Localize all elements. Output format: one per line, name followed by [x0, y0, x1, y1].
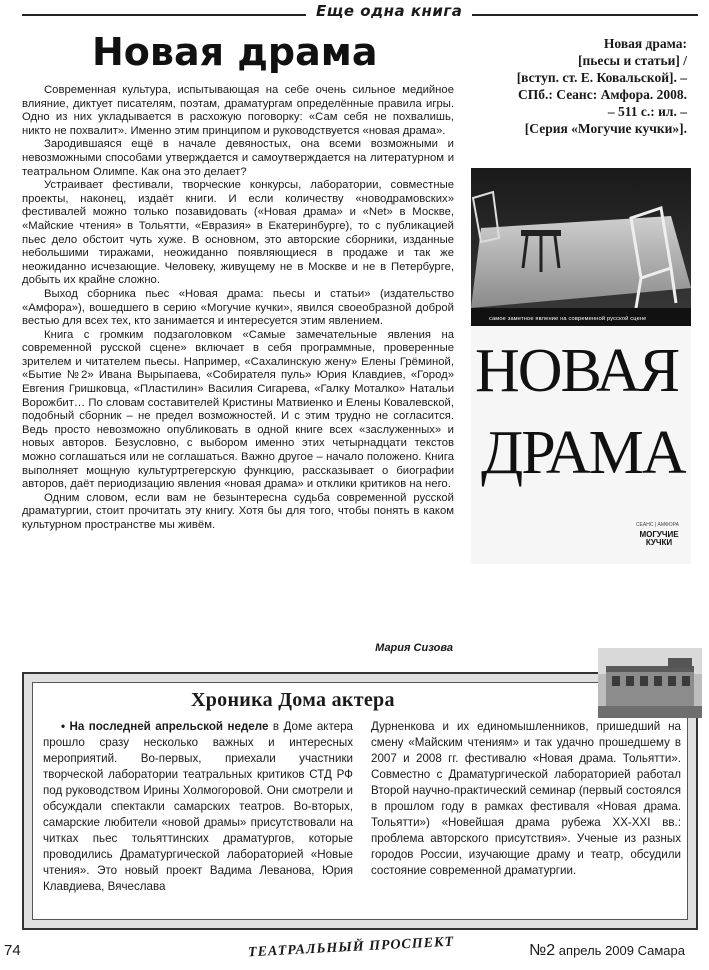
stage-chairs-photo [471, 168, 691, 326]
article-paragraph: Книга с громким подзаголовком «Самые замечательные явления на современной русской сцене» включает в себя программные, проверенные зрителем и читателем пьесы. Например, «Сахалинскую жену» Елены Грёминой, «Бытие №2» Ивана Вырыпаева, «Собирателя пуль» Юрия Клавдиев, «Город» Евгения Гришковца, «Пластилин» Василия Сигарева, «Галку Моталко» Натальи Ворожбит… По словам составителей Кристины Матвиенко и Елены Ковалевской, подобный сборник – не предел возможностей. И с этим трудно не согласится. Ведь просто невозможно опубликовать в одной книге всех «заслуженных» и новых авторов. Безусловно, с выбором именно этих четырнадцати текстов можно соглашаться или не соглашаться. Важно другое – начало положено. Книга выполняет мощную культуртрегерскую функцию, рассказывает о биографии авторов, даёт периодизацию явления «новая драма» и отклики критиков на него. [22, 328, 454, 491]
cover-publisher: СЕАНС | АМФОРА [635, 522, 679, 528]
rubric-bar [22, 3, 698, 25]
article-body [22, 84, 454, 533]
issue-date-city: апрель 2009 Самара [555, 943, 685, 958]
chronicle-title: Хроника Дома актера [191, 689, 395, 711]
bibliography-block [477, 35, 687, 137]
rubric-label: Еще одна книга [306, 2, 472, 20]
chronicle-column-left [43, 719, 353, 895]
bibliography-line: Новая драма: [603, 36, 687, 51]
bibliography-line: [Серия «Могучие кучки»]. [524, 121, 687, 136]
chronicle-right-text: Дурненкова и их единомышленников, пришедший на смену «Майским чтениям» и так удачно прошедшему в 2007 и 2008 гг. фестивалю «Новая драма. Тольятти». Совместно с Драматургической лабораторией работал Второй научно-практический семинар (первый состоялся в прошлом году в рамках фестиваля «Новая драма. Тольятти») «Новейшая драма рубежа XX-XXI вв.: проблема авторского присутствия». Ученые из разных городов России, изучающие драму и театр, обсудили состояние современной драматургии. [371, 720, 681, 877]
article-paragraph: Современная культура, испытывающая на себе очень сильное медийное влияние, диктует писателям, поэтам, драматургам определённые правила игры. Одно из них укладывается в расхожую поговорку: «Сам себя не похвалишь, никто не похвалит». Именно этим принципом и руководствуется «новая драма». [22, 84, 454, 137]
chronicle-lead: • На последней апрельской неделе [61, 720, 269, 733]
chronicle-section [22, 672, 698, 930]
bibliography-line: [вступ. ст. Е. Ковальской]. – [516, 70, 687, 85]
theatre-building-photo [598, 648, 702, 718]
bibliography-line: – 511 с.: ил. – [607, 104, 687, 119]
series-logo-line2: КУЧКИ [645, 538, 673, 547]
cover-title-line2: ДРАМА [481, 419, 685, 487]
chronicle-column-right [371, 719, 681, 879]
issue-number: №2 [529, 942, 556, 959]
article-paragraph: Зародившаяся ещё в начале девяностых, она всеми возможными и невозможными способами утверждается и самоутверждается на литературном и театральном Олимпе. Как она это делает? [22, 138, 454, 178]
cover-tagline: самое заметное явление на современной русской сцене [489, 316, 647, 322]
page-number: 74 [4, 942, 21, 959]
chronicle-paragraph [43, 719, 353, 895]
article-headline: Новая драма [92, 30, 378, 74]
author-signature: Мария Сизова [375, 642, 453, 654]
series-logo-line1: МОГУЧИЕ [639, 530, 679, 539]
page-footer [0, 934, 709, 970]
bibliography-line: [пьесы и статьи] / [578, 53, 687, 68]
issue-info [529, 942, 685, 960]
cover-title-line1: НОВАЯ [475, 337, 679, 405]
article-paragraph: Одним словом, если вам не безынтересна судьба современной русской драматургии, стоит прочитать эту книгу. Хотя бы для того, чтобы понять в каком культурном пространстве мы живём. [22, 491, 454, 531]
bibliography-line: СПб.: Сеанс: Амфора. 2008. [518, 87, 687, 102]
chronicle-frame [32, 682, 688, 920]
article-paragraph: Устраивает фестивали, творческие конкурсы, лаборатории, совместные проекты, наконец, издаёт книги. И если количеству «новодрамовских» фестивалей можно только позавидовать («Новая драма» и «Net» в Москве, «Майские чтения» в Тольятти, «Евразия» в Екатеринбурге), то с публикацией пьес дело обстоит чуть хуже. В основном, это авторские сборники, изданные небольшими тиражами, неожиданно появляющиеся в продаже и так же неожиданно исчезающие. Человеку, живущему не в Москве и не в Петербурге, добыть их крайне сложно. [22, 179, 454, 287]
book-cover-image [471, 168, 691, 564]
article-paragraph: Выход сборника пьес «Новая драма: пьесы и статьи» (издательство «Амфора»), вошедшего в серию «Могучие кучки», явился своеобразной доброй вестью для всех тех, кто занимается и интересуется этим явлением. [22, 287, 454, 328]
chronicle-left-text: в Доме актера прошло сразу несколько важных и интересных мероприятий. Во-первых, приехали участники творческой лаборатории театральных критиков СТД РФ под руководством Ирины Холмогоровой. Они смотрели и обсуждали спектакли самарских театров. Во-вторых, самарские любители «новой драмы» присутствовали на читках пьес тольяттинских драматургов, которые проводились Драматургической лабораторией «Новые чтения». Это новый проект Вадима Леванова, Юрия Клавдиева, Вячеслава [43, 720, 353, 893]
series-logo [637, 531, 681, 547]
magazine-masthead: ТЕАТРАЛЬНЫЙ ПРОСПЕКТ [247, 934, 455, 961]
